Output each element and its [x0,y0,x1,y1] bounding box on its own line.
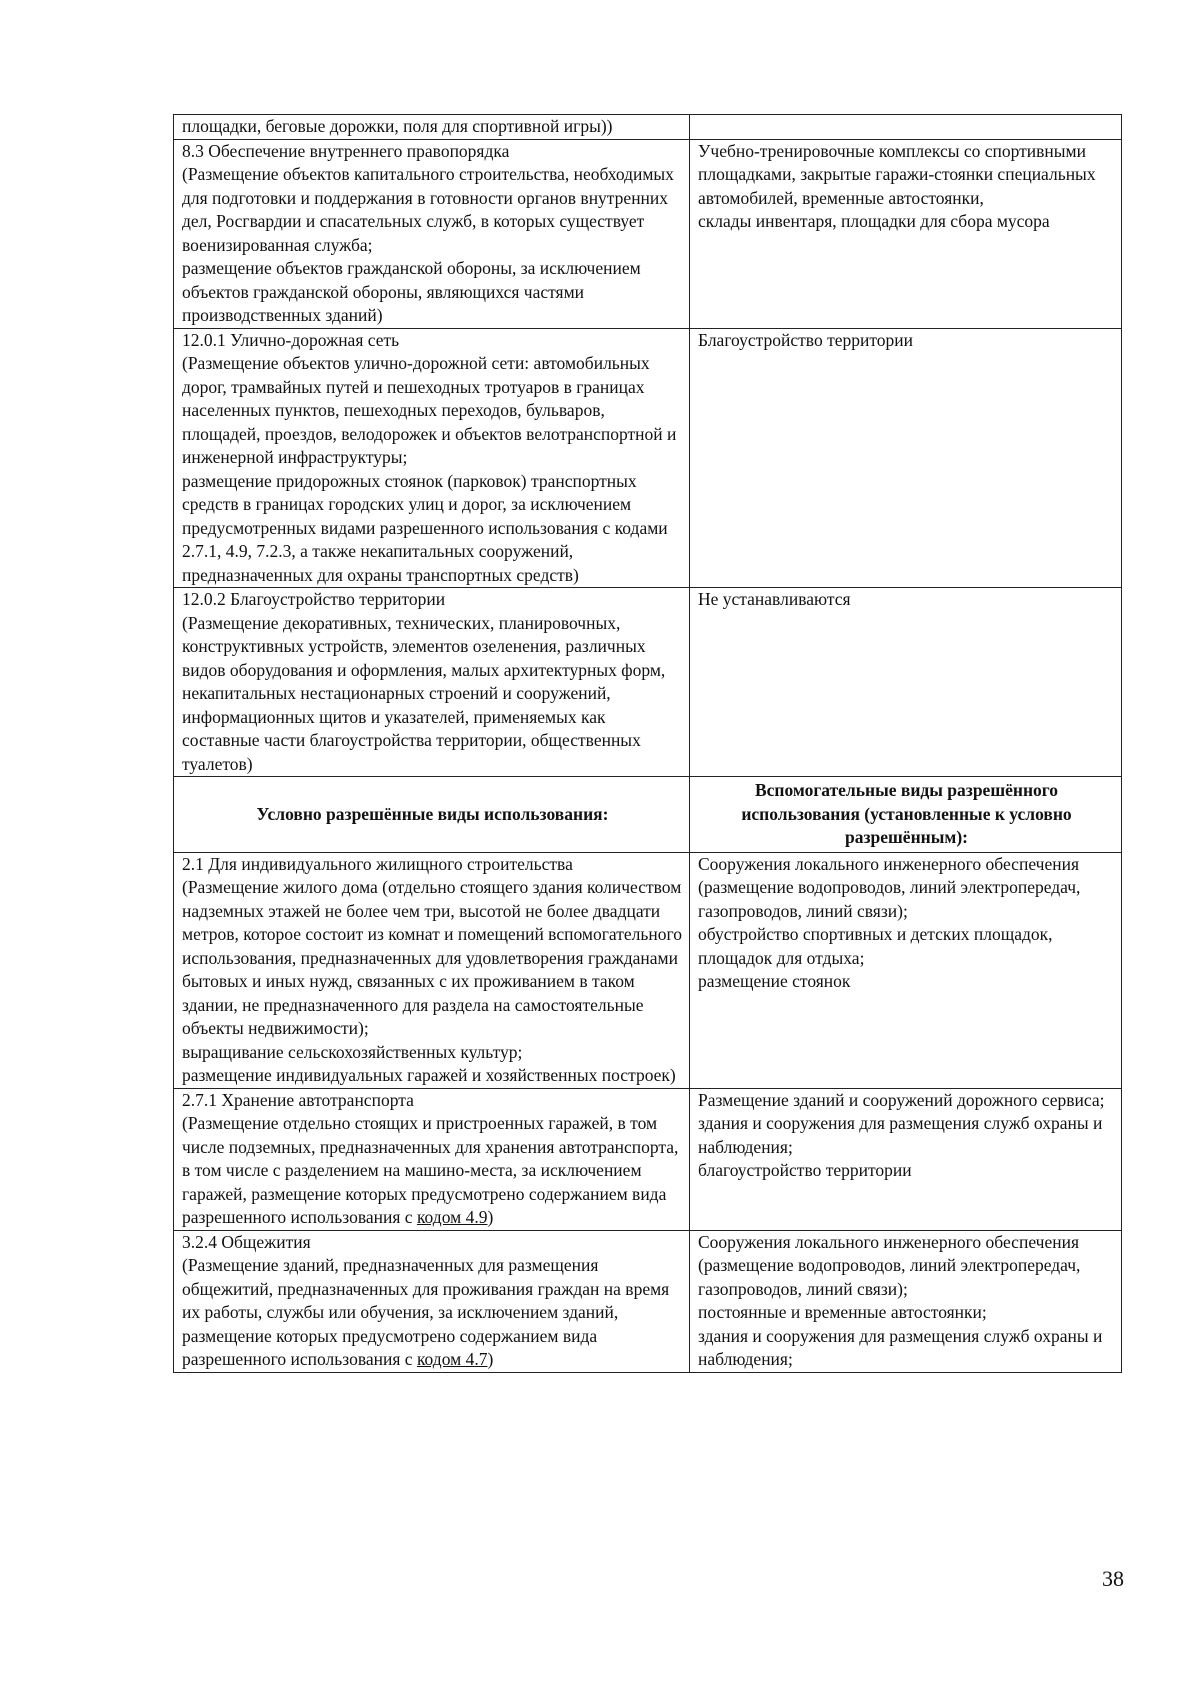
table-cell: Не устанавливаются [690,588,1122,777]
table-cell: Учебно-тренировочные комплексы со спортивными площадками, закрытые гаражи-стоянки специальных автомобилей, временные автостоянки, склады инвентаря, площадки для сбора мусора [690,139,1122,328]
table-cell [690,115,1122,140]
table-row [174,588,1122,777]
table-cell: площадки, беговые дорожки, поля для спортивной игры)) [174,115,690,140]
table-row [174,115,1122,140]
table-row [174,1088,1122,1230]
table-cell: 2.1 Для индивидуального жилищного строительства (Размещение жилого дома (отдельно стоящего здания количеством надземных этажей не более чем три, высотой не более двадцати метров, которое состоит из комнат и помещений вспомогательного использования, предназначенных для удовлетворения гражданами бытовых и иных нужд, связанных с их проживанием в таком здании, не предназначенного для раздела на самостоятельные объекты недвижимости); выращивание сельскохозяйственных культур; размещение индивидуальных гаражей и хозяйственных построек) [174,852,690,1088]
table-cell: Размещение зданий и сооружений дорожного сервиса; здания и сооружения для размещения служб охраны и наблюдения; благоустройство территории [690,1088,1122,1230]
table-cell: 12.0.2 Благоустройство территории (Размещение декоративных, технических, планировочных, конструктивных устройств, элементов озеленения, различных видов оборудования и оформления, малых архитектурных форм, некапитальных нестационарных строений и сооружений, информационных щитов и указателей, применяемых как составные части благоустройства территории, общественных туалетов) [174,588,690,777]
header-conditional-uses: Условно разрешённые виды использования: [174,777,690,853]
table-header-row [174,777,1122,853]
table-cell [174,1088,690,1230]
land-use-table [173,114,1122,1373]
table-row [174,328,1122,588]
code-link[interactable]: кодом 4.7 [416,1349,488,1369]
table-row [174,852,1122,1088]
cell-text-end: ) [487,1349,494,1369]
page-number: 38 [1102,1566,1124,1591]
code-link[interactable]: кодом 4.9 [416,1207,488,1227]
table-cell: Сооружения локального инженерного обеспечения (размещение водопроводов, линий электропередач, газопроводов, линий связи); постоянные и временные автостоянки; здания и сооружения для размещения служб охраны и наблюдения; [690,1230,1122,1372]
cell-text: 3.2.4 Общежития (Размещение зданий, предназначенных для размещения общежитий, предназначенных для проживания граждан на время их работы, службы или обучения, за исключением зданий, размещение которых предусмотрено содержанием вида разрешенного использования с [182,1231,670,1369]
table-row [174,1230,1122,1372]
table-cell [174,1230,690,1372]
table-cell: Сооружения локального инженерного обеспечения (размещение водопроводов, линий электропередач, газопроводов, линий связи); обустройство спортивных и детских площадок, площадок для отдыха; размещение стоянок [690,852,1122,1088]
cell-text: 2.7.1 Хранение автотранспорта (Размещение отдельно стоящих и пристроенных гаражей, в том числе подземных, предназначенных для хранения автотранспорта, в том числе с разделением на машино-места, за исключением гаражей, размещение которых предусмотрено содержанием вида разрешенного использования с [182,1089,679,1227]
table-cell: 12.0.1 Улично-дорожная сеть (Размещение объектов улично-дорожной сети: автомобильных дорог, трамвайных путей и пешеходных тротуаров в границах населенных пунктов, пешеходных переходов, бульваров, площадей, проездов, велодорожек и объектов велотранспортной и инженерной инфраструктуры; размещение придорожных стоянок (парковок) транспортных средств в границах городских улиц и дорог, за исключением предусмотренных видами разрешенного использования с кодами 2.7.1, 4.9, 7.2.3, а также некапитальных сооружений, предназначенных для охраны транспортных средств) [174,328,690,588]
table-cell: Благоустройство территории [690,328,1122,588]
table-cell: 8.3 Обеспечение внутреннего правопорядка (Размещение объектов капитального строительства, необходимых для подготовки и поддержания в готовности органов внутренних дел, Росгвардии и спасательных служб, в которых существует военизированная служба; размещение объектов гражданской обороны, за исключением объектов гражданской обороны, являющихся частями производственных зданий) [174,139,690,328]
cell-text-end: ) [487,1207,494,1227]
header-auxiliary-uses: Вспомогательные виды разрешённого использования (установленные к условно разрешённым): [690,777,1122,853]
table-row [174,139,1122,328]
